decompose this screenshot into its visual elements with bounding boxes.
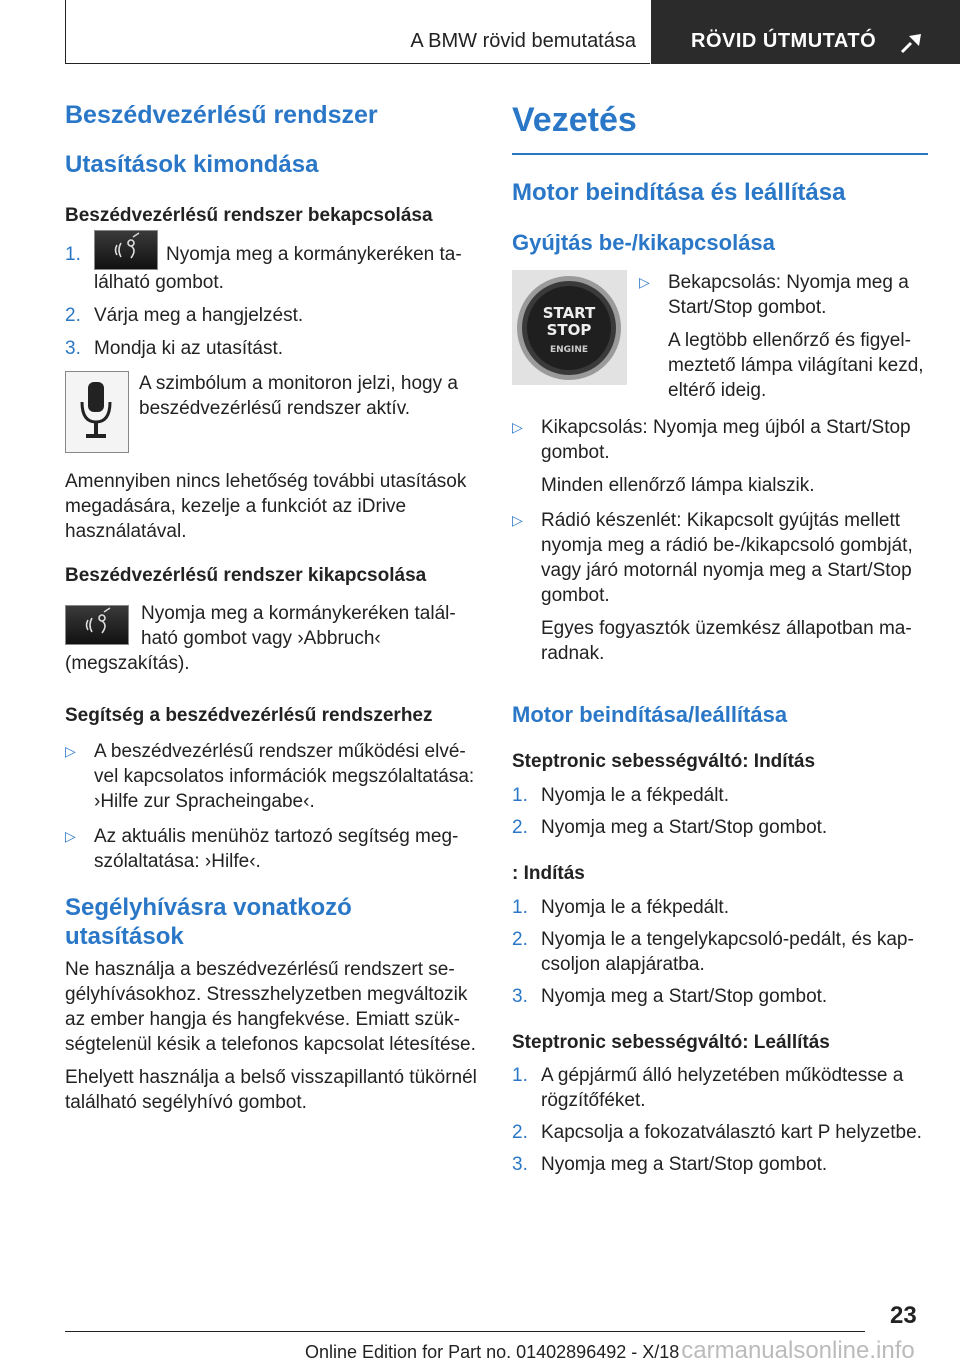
- voice-control-heading: Beszédvezérlésű rendszer: [65, 101, 378, 129]
- step-text: Nyomja le a fékpedált.: [541, 896, 729, 918]
- voice-off-text: Nyomja meg a kormánykeréken található gombot vagy ›Abbruch‹ (megszakítás).: [65, 603, 456, 675]
- triangle-bullet-icon: ▷: [65, 742, 76, 759]
- step-number: 2.: [512, 928, 528, 950]
- step-number: 1.: [65, 244, 81, 266]
- footer-edition: [305, 1337, 915, 1365]
- step-number: 1.: [512, 896, 528, 918]
- right-column: [512, 100, 928, 1177]
- idrive-note: Amennyiben nincs lehetőség további utasítások megadására, kezelje a funkciót az iDrive használatával.: [65, 471, 467, 543]
- list-item: [65, 824, 477, 874]
- list-item: [512, 508, 928, 608]
- list-item: [65, 336, 477, 361]
- steptronic-stop-heading: Steptronic sebességváltó: Leállítás: [512, 1031, 830, 1053]
- bullet-text: Kikapcsolás: Nyomja meg újból a Start/Stop gombot.: [541, 416, 911, 463]
- list-item: [512, 927, 928, 977]
- header-badge-label: RÖVID ÚTMUTATÓ: [691, 30, 877, 52]
- step-text: A gépjármű álló helyzetében működtesse a rögzítőféket.: [541, 1065, 904, 1112]
- header-bottom-rule: [65, 63, 650, 64]
- list-item: [512, 984, 928, 1009]
- list-item: [639, 270, 928, 320]
- commands-heading: Utasítások kimondása: [65, 151, 319, 178]
- step-number: 2.: [512, 1122, 528, 1144]
- engine-label: ENGINE: [549, 344, 589, 355]
- list-item: [65, 303, 477, 328]
- header-badge: [651, 0, 960, 64]
- step-number: 3.: [512, 985, 528, 1007]
- voice-off-block: [65, 601, 477, 676]
- ignition-on-note: A legtöbb ellenőrző és figyelmeztető lámpa világítani kezd, eltérő ideig.: [668, 329, 924, 401]
- list-item: [65, 739, 477, 814]
- edition-text: Online Edition for Part no. 01402896492 - X/18: [305, 1342, 680, 1362]
- step-text: Nyomja meg a kormánykeréken található gombot.: [94, 244, 462, 294]
- driving-heading: Vezetés: [512, 101, 637, 139]
- step-number: 1.: [512, 1065, 528, 1087]
- voice-button-image: [65, 605, 129, 645]
- ignition-heading: Gyújtás be-/kikapcsolása: [512, 229, 775, 255]
- radio-standby-note: Egyes fogyasztók üzemkész állapotban maradnak.: [541, 617, 912, 664]
- triangle-bullet-icon: ▷: [512, 511, 523, 528]
- step-text: Nyomja meg a Start/Stop gombot.: [541, 985, 828, 1007]
- voice-button-image: [94, 230, 158, 270]
- step-number: 3.: [512, 1154, 528, 1176]
- symbol-text: A szimbólum a monitoron jelzi, hogy a beszédvezérlésű rendszer aktív.: [139, 373, 458, 420]
- list-item: [512, 1152, 928, 1177]
- list-item: [512, 783, 928, 808]
- list-item: [512, 895, 928, 920]
- bullet-text: Bekapcsolás: Nyomja meg a Start/Stop gombot.: [668, 271, 909, 318]
- ignition-off-note: Minden ellenőrző lámpa kialszik.: [541, 474, 815, 496]
- watermark-text: carmanualsonline.info: [681, 1337, 915, 1364]
- bullet-text: Az aktuális menühöz tartozó segítség megszólaltatása: ›Hilfe‹.: [94, 825, 459, 872]
- stop-label: STOP: [546, 320, 592, 339]
- header-left-rule: [65, 0, 66, 64]
- bullet-text: Rádió készenlét: Kikapcsolt gyújtás mellett nyomja meg a rádió be-/kikapcsoló gombját, vagy járó motornál nyomja meg a Start/Stop gombot.: [541, 509, 913, 606]
- start-stop-engine-icon: [512, 270, 627, 385]
- footer-rule: [65, 1331, 865, 1332]
- key-arrow-icon: [899, 30, 925, 56]
- step-text: Nyomja meg a Start/Stop gombot.: [541, 1154, 828, 1176]
- step-number: 2.: [512, 817, 528, 839]
- ignition-block: [512, 270, 928, 403]
- step-text: Nyomja le a fékpedált.: [541, 785, 729, 807]
- emergency-alternative-text: Ehelyett használja a belső visszapillantó tükörnél található segélyhívó gombot.: [65, 1067, 477, 1114]
- voice-on-heading: Beszédvezérlésű rendszer bekapcsolása: [65, 204, 433, 226]
- step-text: Mondja ki az utasítást.: [94, 338, 284, 360]
- list-item: [512, 815, 928, 840]
- voice-command-icon: [66, 606, 128, 644]
- start-stop-button-image: [512, 270, 627, 385]
- header-title: A BMW rövid bemutatása: [410, 30, 636, 52]
- symbol-note: [65, 371, 477, 453]
- engine-start-stop-heading: Motor beindítása és leállítása: [512, 178, 846, 206]
- left-column: [65, 100, 477, 1115]
- list-item: [512, 415, 928, 465]
- microphone-symbol: [65, 371, 129, 453]
- driving-rule: [512, 153, 928, 155]
- voice-command-icon: [95, 231, 157, 269]
- voice-off-heading: Beszédvezérlésű rendszer kikapcsolása: [65, 565, 427, 587]
- microphone-icon: [66, 372, 128, 452]
- step-text: Várja meg a hangjelzést.: [94, 305, 304, 327]
- step-text: Kapcsolja a fokozatválasztó kart P helyzetbe.: [541, 1122, 922, 1144]
- triangle-bullet-icon: ▷: [512, 418, 523, 435]
- list-item: [512, 1120, 928, 1145]
- manual-start-heading: : Indítás: [512, 863, 585, 885]
- help-heading: Segítség a beszédvezérlésű rendszerhez: [65, 705, 433, 727]
- emergency-heading: Segélyhívásra vonatkozó utasítások: [65, 893, 352, 950]
- engine-start-heading: Motor beindítása/leállítása: [512, 701, 788, 727]
- list-item: [512, 1063, 928, 1113]
- steptronic-start-heading: Steptronic sebességváltó: Indítás: [512, 751, 816, 773]
- emergency-text: Ne használja a beszédvezérlésű rendszert segélyhívásokhoz. Stresszhelyzetben megváltozik az ember hangja és hangfekvése. Emiatt szükségtelenül késik a telefonos kapcsolat létesítése.: [65, 959, 476, 1056]
- step-number: 3.: [65, 338, 81, 360]
- triangle-bullet-icon: ▷: [639, 273, 650, 290]
- list-item: [65, 242, 477, 295]
- start-label: START: [542, 303, 596, 322]
- ignition-on-block: [639, 270, 928, 403]
- step-text: Nyomja le a tengelykapcsoló-pedált, és kapcsoljon alapjáratba.: [541, 928, 914, 975]
- triangle-bullet-icon: ▷: [65, 827, 76, 844]
- page-number: 23: [890, 1302, 917, 1329]
- step-text: Nyomja meg a Start/Stop gombot.: [541, 817, 828, 839]
- step-number: 2.: [65, 305, 81, 327]
- step-number: 1.: [512, 785, 528, 807]
- bullet-text: A beszédvezérlésű rendszer működési elvével kapcsolatos információk megszólaltatása: ›Hilfe zur Spracheingabe‹.: [94, 740, 475, 812]
